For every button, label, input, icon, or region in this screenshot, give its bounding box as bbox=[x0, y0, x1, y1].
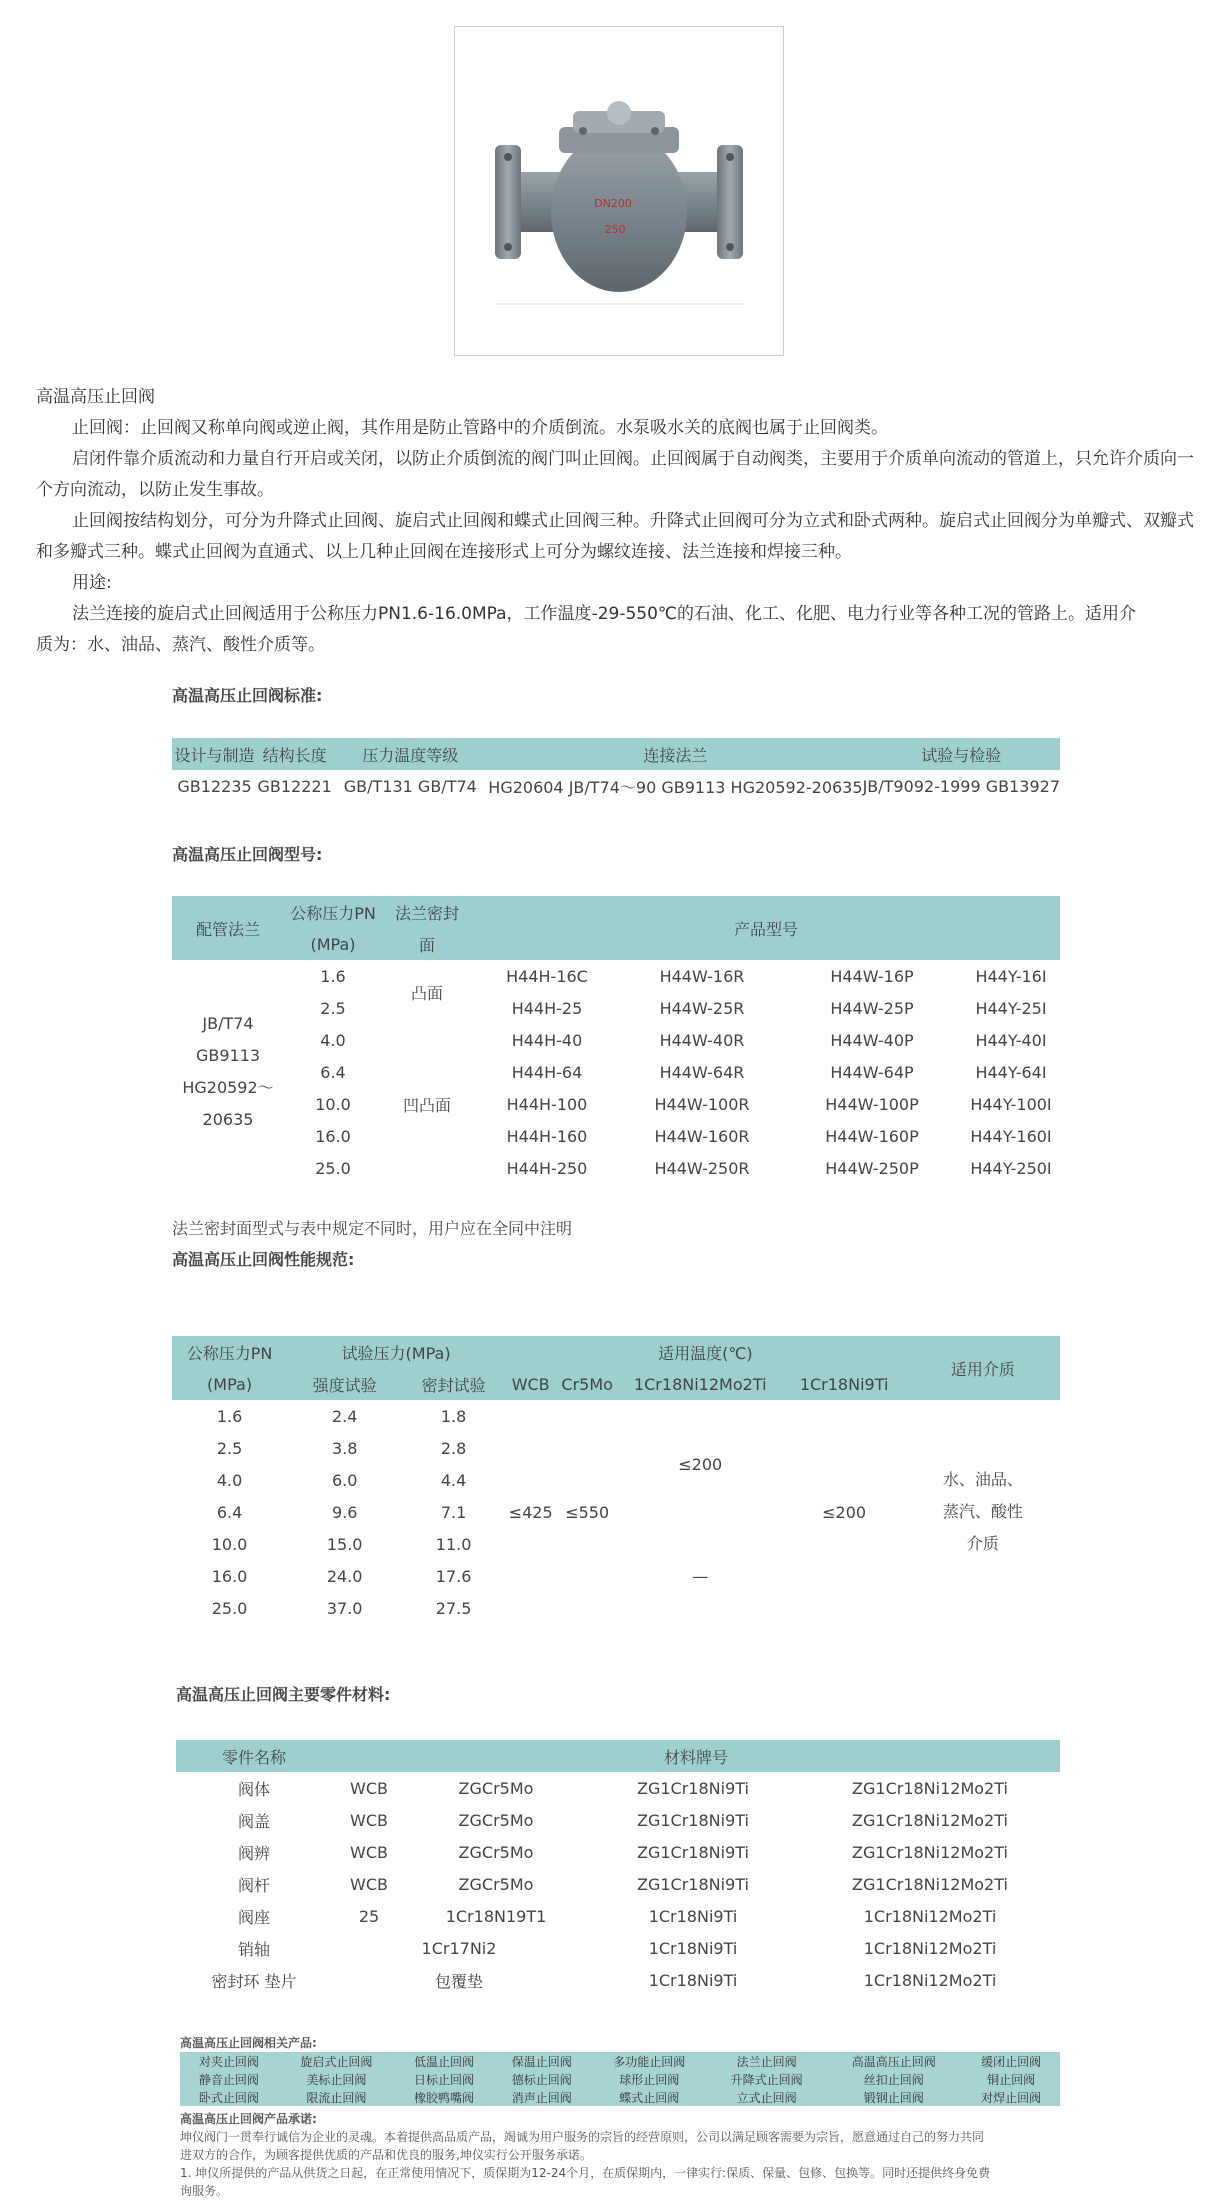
related-product-link[interactable]: 保温止回阀 bbox=[511, 2054, 572, 2069]
std-header-length: 结构长度 bbox=[262, 745, 327, 765]
models-seal-male-female: 凹凸面 bbox=[402, 1095, 451, 1115]
models-flange-std bbox=[172, 960, 284, 1184]
perf-pn: 1.6 bbox=[216, 1406, 243, 1426]
models-m2: H44W-25R bbox=[659, 998, 745, 1018]
std-cell-length: GB12221 bbox=[257, 776, 332, 796]
models-header-seal-cont: 面 bbox=[418, 935, 435, 955]
related-product-link[interactable]: 法兰止回阀 bbox=[736, 2054, 797, 2069]
perf-strength: 9.6 bbox=[331, 1502, 358, 1522]
related-title: 高温高压止回阀相关产品: bbox=[180, 2036, 317, 2050]
related-product-link[interactable]: 橡胶鸭嘴阀 bbox=[413, 2090, 474, 2105]
models-m1: H44H-25 bbox=[511, 998, 583, 1018]
mat-c3: ZG1Cr18Ni9Ti bbox=[637, 1842, 749, 1862]
models-m4: H44Y-25I bbox=[975, 998, 1047, 1018]
perf-header-temp: 适用温度(℃) bbox=[658, 1343, 753, 1363]
intro-usage-label: 用途: bbox=[72, 573, 112, 593]
models-m4: H44Y-250I bbox=[970, 1158, 1052, 1178]
performance-title: 高温高压止回阀性能规范: bbox=[172, 1250, 355, 1269]
valve-marking-pn: 250 bbox=[604, 223, 626, 236]
intro-title: 高温高压止回阀 bbox=[36, 387, 155, 407]
related-product-link[interactable]: 静音止回阀 bbox=[198, 2072, 259, 2087]
models-m2: H44W-64R bbox=[659, 1062, 745, 1082]
perf-seal: 7.1 bbox=[440, 1502, 467, 1522]
models-m1: H44H-16C bbox=[506, 966, 588, 986]
materials-title: 高温高压止回阀主要零件材料: bbox=[176, 1685, 391, 1704]
mat-header-part: 零件名称 bbox=[221, 1747, 286, 1767]
perf-seal: 17.6 bbox=[435, 1566, 472, 1586]
mat-c1: WCB bbox=[350, 1874, 388, 1894]
mat-c3: 1Cr18Ni9Ti bbox=[648, 1906, 738, 1926]
models-pn: 10.0 bbox=[315, 1094, 351, 1114]
models-m3: H44W-64P bbox=[830, 1062, 914, 1082]
perf-pn: 10.0 bbox=[211, 1534, 248, 1554]
flange-std-line: JB/T74 bbox=[202, 1014, 254, 1033]
related-product-link[interactable]: 多功能止回阀 bbox=[613, 2054, 686, 2069]
perf-header-mat-b: 1Cr18Ni9Ti bbox=[799, 1374, 889, 1394]
std-header-flange: 连接法兰 bbox=[643, 745, 708, 765]
mat-c2: ZGCr5Mo bbox=[458, 1810, 534, 1830]
mat-header-grade: 材料牌号 bbox=[663, 1747, 728, 1767]
check-valve-image bbox=[455, 27, 783, 355]
perf-pn: 4.0 bbox=[216, 1470, 243, 1490]
perf-header-mat-a: 1Cr18Ni12Mo2Ti bbox=[633, 1374, 767, 1394]
perf-pn: 2.5 bbox=[216, 1438, 243, 1458]
mat-part: 销轴 bbox=[237, 1939, 270, 1959]
intro-paragraph-1: 止回阀：止回阀又称单向阀或逆止阀，其作用是防止管路中的介质倒流。水泵吸水关的底阀也属于止回阀类。 bbox=[72, 418, 888, 438]
intro-paragraph-usage: 法兰连接的旋启式止回阀适用于公称压力PN1.6-16.0MPa，工作温度-29-550℃的石油、化工、化肥、电力行业等各种工况的管路上。适用介质为：水、油品、蒸汽、酸性介质等。 bbox=[36, 604, 1137, 655]
models-m2: H44W-100R bbox=[654, 1094, 750, 1114]
models-m3: H44W-250P bbox=[825, 1158, 919, 1178]
mat-c1: 25 bbox=[358, 1906, 380, 1926]
std-header-test: 试验与检验 bbox=[921, 745, 1002, 765]
perf-medium-line: 水、油品、 bbox=[942, 1470, 1023, 1489]
related-product-link[interactable]: 锻钢止回阀 bbox=[863, 2090, 924, 2105]
models-m2: H44W-160R bbox=[654, 1126, 750, 1146]
perf-strength: 2.4 bbox=[331, 1406, 358, 1426]
models-m4: H44Y-160I bbox=[970, 1126, 1052, 1146]
models-m3: H44W-160P bbox=[825, 1126, 919, 1146]
std-cell-design: GB12235 bbox=[177, 776, 252, 796]
mat-c4: 1Cr18Ni12Mo2Ti bbox=[863, 1970, 997, 1990]
related-product-link[interactable]: 对焊止回阀 bbox=[981, 2090, 1042, 2105]
models-pn: 16.0 bbox=[315, 1126, 351, 1146]
perf-header-seal: 密封试验 bbox=[421, 1375, 486, 1395]
mat-c12: 1Cr17Ni2 bbox=[421, 1938, 497, 1958]
std-cell-flange: HG20604 JB/T74～90 GB9113 HG20592-20635 bbox=[488, 777, 863, 797]
perf-header-medium: 适用介质 bbox=[950, 1359, 1015, 1379]
intro-paragraph-2: 启闭件靠介质流动和力量自行开启或关闭，以防止介质倒流的阀门叫止回阀。止回阀属于自动阀类，主要用于介质单向流动的管道上，只允许介质向一个方向流动，以防止发生事故。 bbox=[36, 449, 1194, 500]
models-pn: 6.4 bbox=[320, 1062, 346, 1082]
standards-title: 高温高压止回阀标准: bbox=[172, 686, 323, 705]
perf-strength: 6.0 bbox=[331, 1470, 358, 1490]
promise-line: 询服务。 bbox=[180, 2184, 229, 2198]
related-product-link[interactable]: 高温高压止回阀 bbox=[851, 2054, 936, 2069]
models-m3: H44W-100P bbox=[825, 1094, 919, 1114]
models-header-model: 产品型号 bbox=[733, 919, 798, 939]
related-product-link[interactable]: 升降式止回阀 bbox=[730, 2072, 803, 2087]
mat-part: 密封环 垫片 bbox=[211, 1971, 297, 1991]
performance-table bbox=[172, 1336, 1060, 1624]
models-pn: 25.0 bbox=[315, 1158, 351, 1178]
models-m3: H44W-25P bbox=[830, 998, 914, 1018]
perf-header-pn-unit: (MPa) bbox=[207, 1374, 253, 1394]
related-product-link[interactable]: 球形止回阀 bbox=[619, 2072, 680, 2087]
models-m3: H44W-40P bbox=[830, 1030, 914, 1050]
models-pn: 4.0 bbox=[320, 1030, 346, 1050]
std-header-design: 设计与制造 bbox=[174, 745, 255, 765]
related-product-link[interactable]: 丝扣止回阀 bbox=[863, 2072, 924, 2087]
models-m4: H44Y-40I bbox=[975, 1030, 1047, 1050]
intro-paragraph-3: 止回阀按结构划分，可分为升降式止回阀、旋启式止回阀和蝶式止回阀三种。升降式止回阀可分为立式和卧式两种。旋启式止回阀分为单瓣式、双瓣式和多瓣式三种。蝶式止回阀为直通式、以上几种止回阀在连接形式上可分为螺纹连接、法兰连接和焊接三种。 bbox=[36, 511, 1194, 562]
related-product-link[interactable]: 低温止回阀 bbox=[413, 2054, 474, 2069]
perf-header-pn: 公称压力PN bbox=[186, 1343, 273, 1363]
perf-medium bbox=[906, 1400, 1060, 1624]
standards-table bbox=[172, 738, 1060, 802]
product-photo bbox=[454, 26, 784, 356]
models-pn: 1.6 bbox=[320, 966, 346, 986]
perf-strength: 15.0 bbox=[326, 1534, 363, 1554]
models-header-seal: 法兰密封 bbox=[394, 903, 459, 923]
perf-wcb-temp: ≤425 bbox=[508, 1502, 553, 1522]
mat-part: 阀杆 bbox=[237, 1875, 270, 1895]
std-header-pressure: 压力温度等级 bbox=[362, 745, 459, 765]
perf-header-strength: 强度试验 bbox=[312, 1375, 377, 1395]
flange-std-line: 20635 bbox=[202, 1110, 254, 1129]
models-m4: H44Y-64I bbox=[975, 1062, 1047, 1082]
models-m1: H44H-100 bbox=[506, 1094, 588, 1114]
related-product-link[interactable]: 旋启式止回阀 bbox=[300, 2054, 373, 2069]
mat-c3: ZG1Cr18Ni9Ti bbox=[637, 1810, 749, 1830]
related-product-link[interactable]: 德标止回阀 bbox=[511, 2072, 572, 2087]
valve-marking-dn: DN200 bbox=[594, 197, 632, 210]
related-product-link[interactable]: 日标止回阀 bbox=[413, 2072, 474, 2087]
mat-c4: 1Cr18Ni12Mo2Ti bbox=[863, 1906, 997, 1926]
perf-medium-line: 蒸汽、酸性 bbox=[942, 1502, 1023, 1521]
perf-header-test: 试验压力(MPa) bbox=[341, 1343, 451, 1363]
related-products-grid bbox=[180, 2052, 1060, 2106]
models-table bbox=[172, 896, 1060, 1184]
models-m1: H44H-40 bbox=[511, 1030, 583, 1050]
models-m4: H44Y-100I bbox=[970, 1094, 1052, 1114]
mat-c2: ZGCr5Mo bbox=[458, 1842, 534, 1862]
materials-table bbox=[176, 1740, 1060, 1996]
models-header-pn: 公称压力PN bbox=[290, 903, 376, 923]
models-pn: 2.5 bbox=[320, 998, 346, 1018]
promise-line: 1. 坤仪所提供的产品从供货之日起，在正常使用情况下，质保期为12-24个月，在质保期内，一律实行:保质、保量、包修、包换等。同时还提供终身免费 bbox=[180, 2166, 991, 2180]
perf-seal: 11.0 bbox=[435, 1534, 472, 1554]
flange-std-line: GB9113 bbox=[195, 1046, 261, 1065]
related-product-link[interactable]: 铜止回阀 bbox=[987, 2072, 1036, 2087]
models-m2: H44W-16R bbox=[659, 966, 745, 986]
std-cell-test: JB/T9092-1999 GB13927 bbox=[862, 776, 1060, 796]
mat-part: 阀辨 bbox=[237, 1843, 270, 1863]
mat-c3: 1Cr18Ni9Ti bbox=[648, 1970, 738, 1990]
related-product-link[interactable]: 对夹止回阀 bbox=[198, 2054, 259, 2069]
perf-cr5mo-temp: ≤550 bbox=[565, 1502, 610, 1522]
promise-line: 坤仪阀门一贯奉行诚信为企业的灵魂。本着提供高品质产品，竭诚为用户服务的宗旨的经营原则，公司以满足顾客需要为宗旨，愿意通过自己的努力共同 bbox=[180, 2130, 985, 2144]
promise-title: 高温高压止回阀产品承诺: bbox=[180, 2112, 317, 2126]
perf-medium-line: 介质 bbox=[966, 1534, 999, 1553]
related-product-link[interactable]: 立式止回阀 bbox=[736, 2090, 797, 2105]
perf-seal: 1.8 bbox=[440, 1406, 467, 1426]
mat-c4: ZG1Cr18Ni12Mo2Ti bbox=[852, 1778, 1008, 1798]
perf-strength: 3.8 bbox=[331, 1438, 358, 1458]
perf-strength: 37.0 bbox=[326, 1598, 363, 1618]
mat-c4: 1Cr18Ni12Mo2Ti bbox=[863, 1938, 997, 1958]
mat-c2: ZGCr5Mo bbox=[458, 1778, 534, 1798]
mat-c2: ZGCr5Mo bbox=[458, 1874, 534, 1894]
perf-header-cr5mo: Cr5Mo bbox=[561, 1374, 613, 1394]
perf-pn: 16.0 bbox=[211, 1566, 248, 1586]
mat-c4: ZG1Cr18Ni12Mo2Ti bbox=[852, 1810, 1008, 1830]
related-product-link[interactable]: 消声止回阀 bbox=[511, 2090, 572, 2105]
mat-c2: 1Cr18N19T1 bbox=[445, 1906, 547, 1926]
models-m4: H44Y-16I bbox=[975, 966, 1047, 986]
models-m2: H44W-250R bbox=[654, 1158, 750, 1178]
models-header-pn-unit: (MPa) bbox=[310, 934, 356, 954]
mat-c3: ZG1Cr18Ni9Ti bbox=[637, 1874, 749, 1894]
related-product-link[interactable]: 美标止回阀 bbox=[306, 2072, 367, 2087]
perf-seal: 2.8 bbox=[440, 1438, 467, 1458]
perf-pn: 25.0 bbox=[211, 1598, 248, 1618]
perf-header-wcb: WCB bbox=[511, 1374, 550, 1394]
mat-c12: 包覆垫 bbox=[434, 1971, 483, 1991]
promise-line: 进双方的合作，为顾客提供优质的产品和优良的服务,坤仪实行公开服务承诺。 bbox=[180, 2148, 592, 2162]
related-product-link[interactable]: 缓闭止回阀 bbox=[981, 2054, 1042, 2069]
mat-c4: ZG1Cr18Ni12Mo2Ti bbox=[852, 1842, 1008, 1862]
models-title: 高温高压止回阀型号: bbox=[172, 845, 323, 864]
models-m2: H44W-40R bbox=[659, 1030, 745, 1050]
flange-std-line: HG20592～ bbox=[182, 1078, 274, 1097]
mat-c1: WCB bbox=[350, 1778, 388, 1798]
models-seal-raised: 凸面 bbox=[410, 983, 443, 1003]
perf-strength: 24.0 bbox=[326, 1566, 363, 1586]
mat-part: 阀盖 bbox=[237, 1811, 270, 1831]
perf-mat-a-temp: ≤200 bbox=[678, 1454, 723, 1474]
mat-c4: ZG1Cr18Ni12Mo2Ti bbox=[852, 1874, 1008, 1894]
models-m1: H44H-160 bbox=[506, 1126, 588, 1146]
mat-c1: WCB bbox=[350, 1842, 388, 1862]
mat-c3: ZG1Cr18Ni9Ti bbox=[637, 1778, 749, 1798]
perf-mat-a-temp-na: — bbox=[692, 1566, 709, 1586]
models-header-flange: 配管法兰 bbox=[195, 919, 260, 939]
mat-part: 阀体 bbox=[237, 1779, 270, 1799]
related-product-link[interactable]: 限流止回阀 bbox=[306, 2090, 367, 2105]
perf-seal: 27.5 bbox=[435, 1598, 472, 1618]
related-product-link[interactable]: 卧式止回阀 bbox=[198, 2090, 259, 2105]
mat-c3: 1Cr18Ni9Ti bbox=[648, 1938, 738, 1958]
models-m1: H44H-250 bbox=[506, 1158, 588, 1178]
promise-text bbox=[180, 2128, 1060, 2200]
perf-mat-b-temp: ≤200 bbox=[822, 1502, 867, 1522]
mat-c1: WCB bbox=[350, 1810, 388, 1830]
perf-seal: 4.4 bbox=[440, 1470, 467, 1490]
std-cell-pressure: GB/T131 GB/T74 bbox=[343, 776, 477, 796]
perf-pn: 6.4 bbox=[216, 1502, 243, 1522]
mat-part: 阀座 bbox=[237, 1907, 270, 1927]
models-m3: H44W-16P bbox=[830, 966, 914, 986]
models-m1: H44H-64 bbox=[511, 1062, 583, 1082]
models-note: 法兰密封面型式与表中规定不同时，用户应在全同中注明 bbox=[172, 1219, 573, 1238]
related-product-link[interactable]: 蝶式止回阀 bbox=[619, 2090, 680, 2105]
